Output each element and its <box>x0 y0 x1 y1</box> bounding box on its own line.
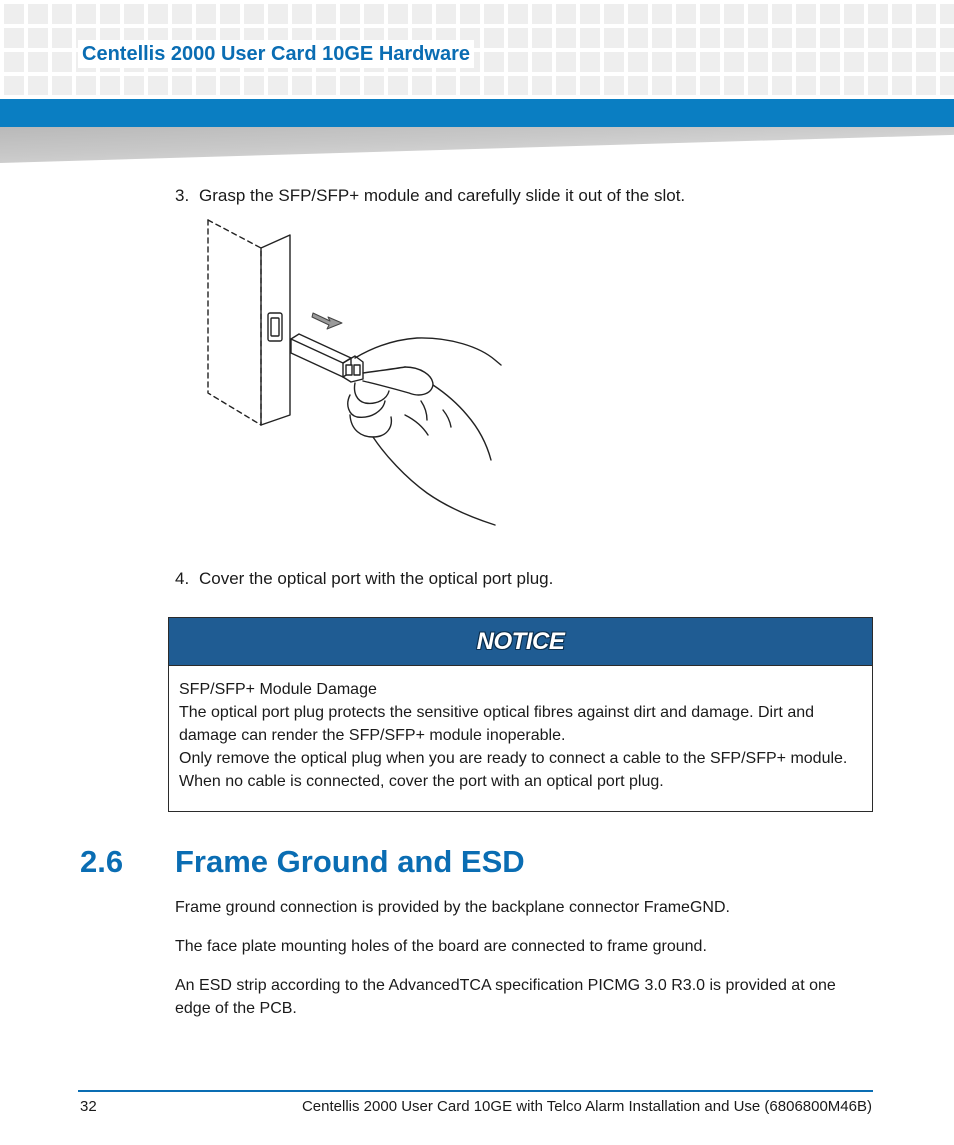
notice-label: NOTICE <box>476 627 565 655</box>
sfp-module <box>291 339 343 377</box>
body-paragraph: Frame ground connection is provided by the backplane connector FrameGND. <box>175 899 730 916</box>
section-heading <box>80 840 525 884</box>
body-paragraph: The face plate mounting holes of the board are connected to frame ground. <box>175 938 707 955</box>
header-blue-band <box>0 99 954 127</box>
body-paragraph: An ESD strip according to the AdvancedTCA specification PICMG 3.0 R3.0 is provided at one edge of the PCB. <box>175 977 836 1017</box>
footer-rule <box>78 1090 873 1092</box>
notice-box <box>168 617 873 812</box>
notice-body <box>169 666 872 793</box>
footer-page-number: 32 <box>80 1098 97 1115</box>
direction-arrow-icon <box>312 313 342 329</box>
sfp-slot <box>268 313 282 341</box>
running-header-title: Centellis 2000 User Card 10GE Hardware <box>78 40 474 68</box>
step-number: 4. <box>175 569 190 588</box>
notice-paragraph: Only remove the optical plug when you are ready to connect a cable to the SFP/SFP+ module. When no cable is connected, cover the port with an optical port plug. <box>179 750 848 790</box>
footer-doc-title: Centellis 2000 User Card 10GE with Telco Alarm Installation and Use (6806800M46B) <box>301 1098 872 1115</box>
hand-outline <box>355 338 501 365</box>
step-4 <box>175 568 553 590</box>
notice-header <box>169 618 872 666</box>
header-grey-band <box>0 127 954 163</box>
faceplate-outline <box>208 220 261 425</box>
notice-paragraph: The optical port plug protects the sensitive optical fibres against dirt and damage. Dirt and damage can render the SFP/SFP+ module inoperable. <box>179 704 815 744</box>
step-text: Grasp the SFP/SFP+ module and carefully slide it out of the slot. <box>199 186 686 205</box>
sfp-removal-illustration <box>195 215 515 535</box>
step-number: 3. <box>175 186 190 205</box>
notice-title: SFP/SFP+ Module Damage <box>179 681 377 698</box>
step-text: Cover the optical port with the optical port plug. <box>199 569 554 588</box>
section-number: 2.6 <box>80 844 124 879</box>
section-title: Frame Ground and ESD <box>175 844 525 879</box>
step-3 <box>175 185 685 207</box>
